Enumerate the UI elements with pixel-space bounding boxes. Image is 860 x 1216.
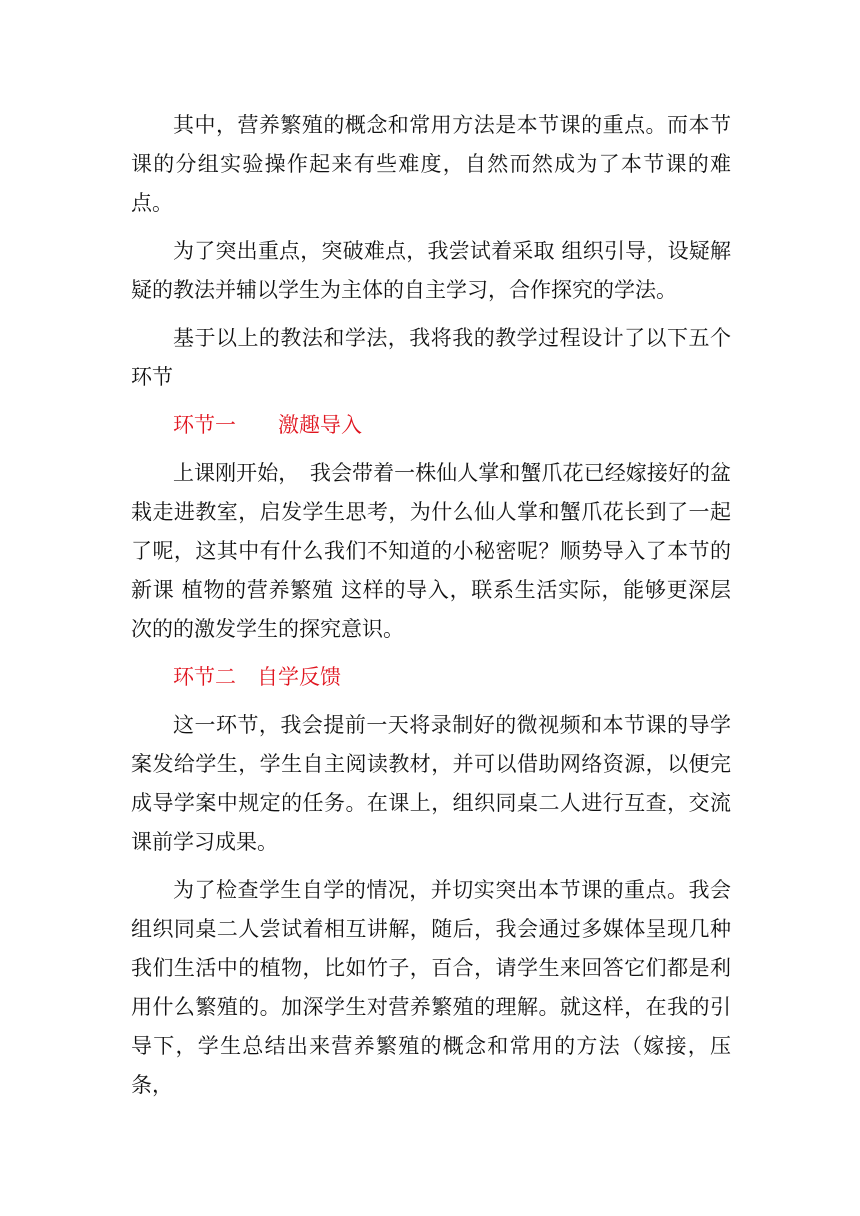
paragraph-teaching-method: 为了突出重点，突破难点，我尝试着采取 组织引导，设疑解疑的教法并辅以学生为主体的自主学习，合作探究的学法。	[131, 239, 731, 302]
paragraph-self-study: 这一环节，我会提前一天将录制好的微视频和本节课的导学案发给学生，学生自主阅读教材，并可以借助网络资源，以便完成导学案中规定的任务。在课上，组织同桌二人进行互查，交流课前学习成果。	[131, 713, 731, 854]
paragraph-key-points: 其中，营养繁殖的概念和常用方法是本节课的重点。而本节课的分组实验操作起来有些难度，自然而然成为了本节课的难点。	[131, 113, 731, 215]
section-heading-2: 环节二 自学反馈	[173, 665, 341, 689]
paragraph-lead-in: 上课刚开始， 我会带着一株仙人掌和蟹爪花已经嫁接好的盆栽走进教室，启发学生思考，为什么仙人掌和蟹爪花长到了一起了呢，这其中有什么我们不知道的小秘密呢？顺势导入了本节的新课 植物的营养繁殖 这样的导入，联系生活实际，能够更深层次的的激发学生的探究意识。	[131, 461, 731, 641]
section-heading-1: 环节一 激趣导入	[173, 413, 362, 437]
paragraph-check-study: 为了检查学生自学的情况，并切实突出本节课的重点。我会组织同桌二人尝试着相互讲解，随后，我会通过多媒体呈现几种我们生活中的植物，比如竹子，百合，请学生来回答它们都是利用什么繁殖的。加深学生对营养繁殖的理解。就这样，在我的引导下，学生总结出来营养繁殖的概念和常用的方法（嫁接，压条，	[131, 878, 731, 1097]
paragraph-process-intro: 基于以上的教法和学法，我将我的教学过程设计了以下五个环节	[131, 326, 731, 389]
document-body	[131, 106, 731, 1114]
